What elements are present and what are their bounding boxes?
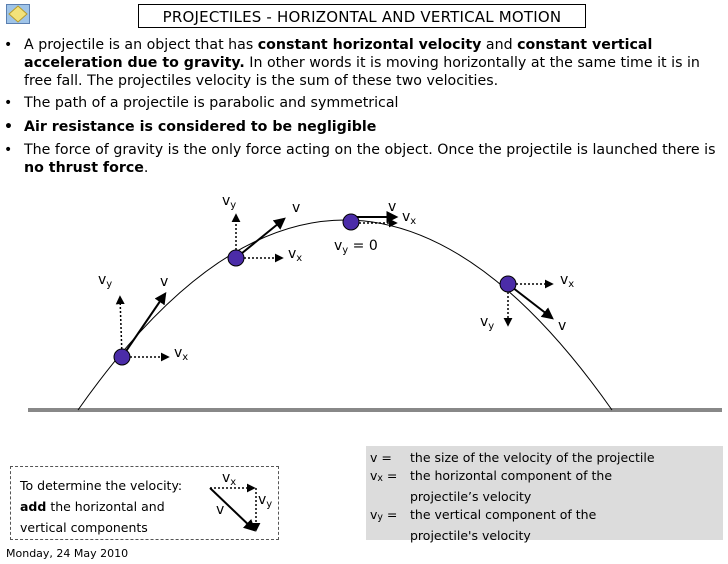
legend-row-v: v = the size of the velocity of the projectile [370, 450, 655, 465]
bullet-text: The path of a projectile is parabolic and symmetrical [24, 95, 399, 111]
legend-row-vx-cont: projectile’s velocity [410, 489, 532, 504]
howto-line-3: vertical components [20, 520, 148, 535]
vy-zero-label: $v_y = 0$ [334, 238, 378, 256]
vector-sum-icon [200, 468, 280, 540]
legend-row-vx: $v_x$ = the horizontal component of the [370, 468, 613, 484]
vy-label: $v_y$ [98, 272, 113, 290]
howto-line-2: add the horizontal and [20, 499, 165, 514]
bullet-path [4, 94, 720, 112]
ball-falling-group [500, 276, 552, 325]
vy-label: $v_y$ [222, 193, 237, 211]
svg-text:v: v [216, 502, 225, 518]
v-label: v [388, 199, 397, 215]
ball-rising-group [228, 215, 284, 266]
bullet-text: A projectile is an object that has constant horizontal velocity and constant vertical acceleration due to gravity. In other words it is moving horizontally at the same time it is in free fall. The projectiles velocity is the sum of these two velocities. [24, 37, 700, 89]
projectile-ball [114, 349, 130, 365]
vx-label: $v_x$ [288, 246, 303, 264]
svg-text:vx: $v_x$ [222, 470, 237, 488]
bullet-dot-icon: • [4, 95, 13, 111]
v-label: v [558, 318, 567, 334]
projectile-diagram [0, 180, 728, 440]
legend-row-vy-cont: projectile's velocity [410, 528, 531, 543]
v-label: v [292, 200, 301, 216]
bullet-gravity [4, 141, 720, 177]
bullet-dot-icon: • [4, 142, 13, 158]
bullet-dot-icon: • [4, 37, 13, 53]
legend-box [366, 446, 723, 543]
bullet-definition [4, 36, 720, 90]
ball-launch-group [114, 294, 168, 365]
projectile-ball [500, 276, 516, 292]
bullet-air-resistance [4, 118, 720, 136]
howto-text [20, 475, 182, 538]
vx-label: $v_x$ [560, 272, 575, 290]
diamond-logo-icon [6, 4, 30, 24]
svg-text:vy: $v_y$ [258, 492, 273, 510]
vy-label: $v_y$ [480, 314, 495, 332]
date-footer: Monday, 24 May 2010 [6, 547, 129, 560]
howto-line-1: To determine the velocity: [20, 478, 183, 493]
v-label: v [160, 274, 169, 290]
bullet-text: Air resistance is considered to be negligible [24, 119, 377, 135]
legend-row-vy: $v_y$ = the vertical component of the [370, 507, 597, 523]
page-title: PROJECTILES - HORIZONTAL AND VERTICAL MOTION [138, 4, 586, 28]
projectile-ball [343, 214, 359, 230]
bullet-text: The force of gravity is the only force acting on the object. Once the projectile is launched there is no thrust force. [24, 142, 716, 176]
bullet-dot-icon: • [4, 119, 13, 135]
projectile-ball [228, 250, 244, 266]
vx-label: $v_x$ [174, 345, 189, 363]
vx-label: $v_x$ [402, 209, 417, 227]
